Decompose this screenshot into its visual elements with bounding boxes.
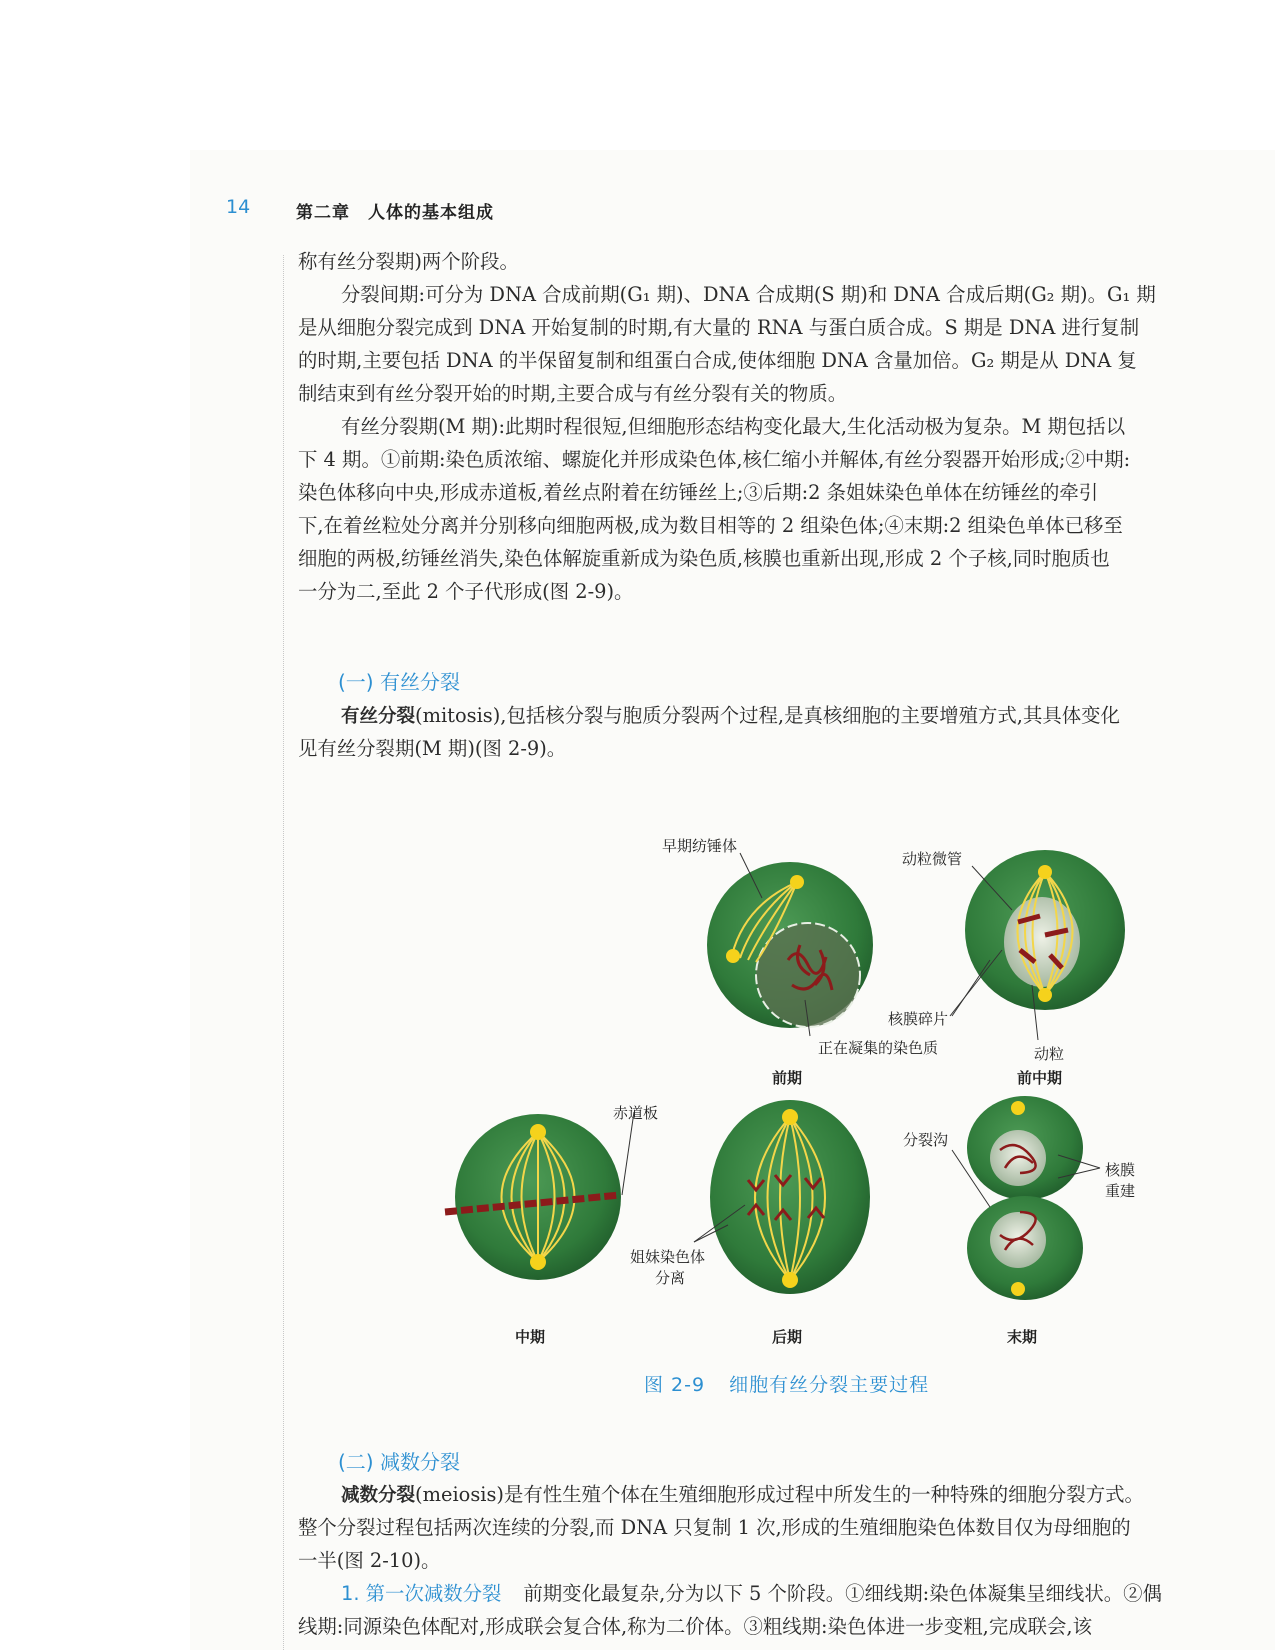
text-line: 的时期,主要包括 DNA 的半保留复制和组蛋白合成,使体细胞 DNA 含量加倍。G₂ 期是从 DNA 复 (298, 349, 1137, 372)
text-line: 见有丝分裂期(M 期)(图 2-9)。 (298, 737, 567, 760)
label-nuclear-fragments: 核膜碎片 (888, 1010, 949, 1028)
label-nuclear-rebuild-2: 重建 (1105, 1182, 1136, 1200)
term-meiosis: 减数分裂 (341, 1485, 416, 1506)
text-line: 制结束到有丝分裂开始的时期,主要合成与有丝分裂有关的物质。 (298, 382, 848, 405)
label-sister-separation-1: 姐妹染色体 (630, 1248, 706, 1266)
section-heading-meiosis: (二) 减数分裂 (338, 1450, 460, 1474)
label-metaphase: 中期 (515, 1328, 546, 1346)
text-line (298, 1478, 1275, 1511)
text-line: 分裂间期:可分为 DNA 合成前期(G₁ 期)、DNA 合成期(S 期)和 DNA 合成后期(G₂ 期)。G₁ 期 (341, 283, 1156, 306)
text-line: 染色体移向中央,形成赤道板,着丝点附着在纺锤丝上;③后期:2 条姐妹染色单体在纺锤丝的牵引 (298, 481, 1099, 504)
label-anaphase: 后期 (772, 1328, 803, 1346)
text-line: 整个分裂过程包括两次连续的分裂,而 DNA 只复制 1 次,形成的生殖细胞染色体数目仅为母细胞的 (298, 1516, 1131, 1539)
page-number: 14 (226, 196, 251, 218)
text-line: 下 4 期。①前期:染色质浓缩、螺旋化并形成染色体,核仁缩小并解体,有丝分裂器开始形成;②中期: (298, 448, 1131, 471)
section-heading-mitosis: (一) 有丝分裂 (338, 670, 460, 694)
prophase-cell (707, 862, 873, 1028)
sub-heading-first-meiosis: 1. 第一次减数分裂 (341, 1582, 502, 1605)
label-cleavage-furrow: 分裂沟 (903, 1131, 949, 1149)
label-kinetochore: 动粒 (1034, 1045, 1065, 1063)
figure-number: 图 2-9 (644, 1374, 706, 1396)
label-prometaphase: 前中期 (1017, 1069, 1063, 1087)
text-line: 有丝分裂期(M 期):此期时程很短,但细胞形态结构变化最大,生化活动极为复杂。M 期包括以 (341, 415, 1126, 438)
text-line (298, 1577, 1275, 1610)
text-line: 一分为二,至此 2 个子代形成(图 2-9)。 (298, 580, 634, 603)
label-nuclear-rebuild-1: 核膜 (1105, 1161, 1136, 1179)
figure-title: 细胞有丝分裂主要过程 (729, 1374, 930, 1396)
text-line: 线期:同源染色体配对,形成联会复合体,称为二价体。③粗线期:染色体进一步变粗,完成联会,该 (298, 1615, 1092, 1638)
text-line: 一半(图 2-10)。 (298, 1549, 441, 1572)
text-span: 前期变化最复杂,分为以下 5 个阶段。①细线期:染色体凝集呈细线状。②偶 (523, 1582, 1162, 1605)
prometaphase-cell (965, 850, 1125, 1010)
text-line: 下,在着丝粒处分离并分别移向细胞两极,成为数目相等的 2 组染色体;④末期:2 组染色单体已移至 (298, 514, 1123, 537)
label-prophase: 前期 (772, 1069, 803, 1087)
label-sister-separation-2: 分离 (655, 1269, 686, 1287)
chapter-title: 第二章 人体的基本组成 (296, 203, 494, 223)
metaphase-cell (445, 1114, 621, 1280)
text-span: (meiosis)是有性生殖个体在生殖细胞形成过程中所发生的一种特殊的细胞分裂方式。 (415, 1483, 1144, 1506)
label-equatorial-plate: 赤道板 (613, 1104, 659, 1122)
label-condensing-chromatin: 正在凝集的染色质 (818, 1039, 939, 1057)
term-mitosis: 有丝分裂 (341, 706, 416, 727)
meiosis-paragraph (298, 1478, 1275, 1643)
label-early-spindle: 早期纺锤体 (662, 837, 738, 855)
text-span: (mitosis),包括核分裂与胞质分裂两个过程,是真核细胞的主要增殖方式,其具体变化 (415, 704, 1120, 727)
text-line: 是从细胞分裂完成到 DNA 开始复制的时期,有大量的 RNA 与蛋白质合成。S 期是 DNA 进行复制 (298, 316, 1140, 339)
label-kinetochore-microtubule: 动粒微管 (902, 850, 963, 868)
text-line: 细胞的两极,纺锤丝消失,染色体解旋重新成为染色质,核膜也重新出现,形成 2 个子核,同时胞质也 (298, 547, 1110, 570)
label-telophase: 末期 (1007, 1328, 1038, 1346)
anaphase-cell (710, 1100, 870, 1294)
text-line: 称有丝分裂期)两个阶段。 (298, 250, 519, 273)
figure-caption (644, 1370, 929, 1397)
